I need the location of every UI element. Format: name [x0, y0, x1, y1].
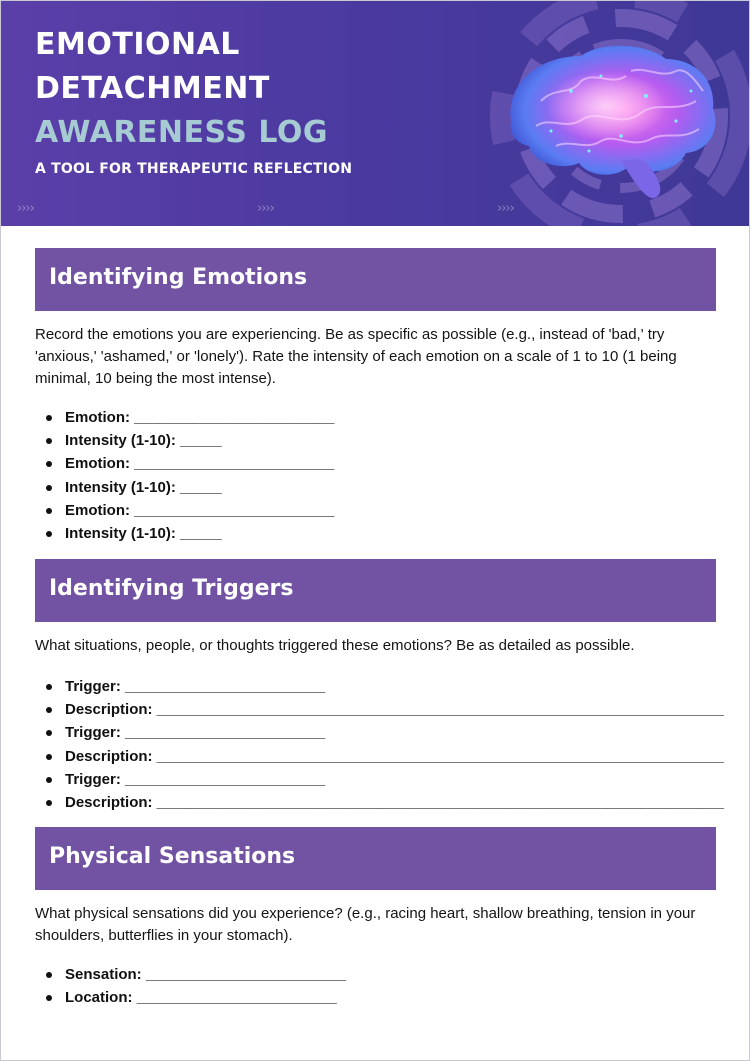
brain-illustration — [471, 1, 749, 226]
emotions-list — [35, 406, 334, 545]
list-item[interactable]: Emotion: ________________________ — [35, 499, 334, 522]
list-item[interactable]: Description: ____________________________________________________________________ — [35, 745, 724, 768]
section-heading: Identifying Triggers — [49, 576, 294, 601]
chevron-decoration: ›››› — [257, 201, 274, 216]
list-item[interactable]: Intensity (1-10): _____ — [35, 522, 334, 545]
section-description: What physical sensations did you experience? (e.g., racing heart, shallow breathing, tension in your shoulders, butterflies in your stomach). — [35, 905, 696, 944]
section-header-triggers — [35, 559, 716, 622]
list-item[interactable]: Emotion: ________________________ — [35, 406, 334, 429]
title-line-1: EMOTIONAL — [35, 27, 240, 62]
chevron-decoration: ›››› — [17, 201, 34, 216]
list-item[interactable]: Trigger: ________________________ — [35, 721, 724, 744]
list-item[interactable]: Trigger: ________________________ — [35, 768, 724, 791]
section-description: What situations, people, or thoughts triggered these emotions? Be as detailed as possible. — [35, 637, 635, 654]
list-item[interactable]: Description: ____________________________________________________________________ — [35, 698, 724, 721]
subtitle: A TOOL FOR THERAPEUTIC REFLECTION — [35, 161, 353, 177]
title-line-3: AWARENESS LOG — [35, 115, 329, 150]
list-item[interactable]: Trigger: ________________________ — [35, 675, 724, 698]
chevron-decoration: ›››› — [497, 201, 514, 216]
triggers-list — [35, 675, 724, 814]
section-description: Record the emotions you are experiencing. Be as specific as possible (e.g., instead of 'bad,' try 'anxious,' 'ashamed,' or 'lonely'). Rate the intensity of each emotion on a scale of 1 to 10 (1 being minimal, 10 being the most intense). — [35, 326, 677, 387]
list-item[interactable]: Emotion: ________________________ — [35, 452, 334, 475]
section-header-emotions — [35, 248, 716, 311]
list-item[interactable]: Sensation: ________________________ — [35, 963, 346, 986]
section-heading: Identifying Emotions — [49, 265, 308, 290]
list-item[interactable]: Intensity (1-10): _____ — [35, 476, 334, 499]
list-item[interactable]: Intensity (1-10): _____ — [35, 429, 334, 452]
section-heading: Physical Sensations — [49, 844, 296, 869]
list-item[interactable]: Location: ________________________ — [35, 986, 346, 1009]
sensations-list — [35, 963, 346, 1009]
list-item[interactable]: Description: ____________________________________________________________________ — [35, 791, 724, 814]
header-banner — [1, 1, 749, 226]
section-header-sensations — [35, 827, 716, 890]
title-line-2: DETACHMENT — [35, 71, 270, 106]
